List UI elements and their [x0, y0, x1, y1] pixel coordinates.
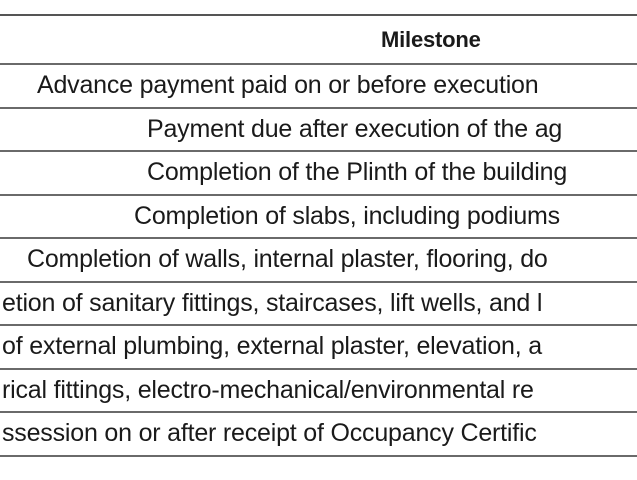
- milestone-table: [0, 14, 637, 457]
- milestone-cell: Advance payment paid on or before execution: [37, 71, 539, 100]
- milestone-cell: Completion of slabs, including podiums: [134, 201, 560, 230]
- table-row: [0, 370, 637, 414]
- milestone-cell: rical fittings, electro-mechanical/environmental re: [2, 375, 534, 404]
- table-row: [0, 283, 637, 327]
- table-row: [0, 196, 637, 240]
- table-row: [0, 152, 637, 196]
- table-row: [0, 109, 637, 153]
- milestone-cell: Payment due after execution of the ag: [147, 114, 563, 143]
- table-row: [0, 239, 637, 283]
- milestone-cell: Completion of the Plinth of the building: [147, 158, 568, 187]
- milestone-cell: Completion of walls, internal plaster, flooring, do: [27, 245, 548, 274]
- table-row: [0, 413, 637, 457]
- milestone-cell: etion of sanitary fittings, staircases, lift wells, and l: [2, 288, 543, 317]
- table-header-row: [0, 16, 637, 65]
- milestone-column-header: Milestone: [381, 26, 481, 52]
- table-row: [0, 326, 637, 370]
- milestone-cell: of external plumbing, external plaster, elevation, a: [2, 332, 542, 361]
- milestone-cell: ssession on or after receipt of Occupancy Certific: [2, 419, 537, 448]
- table-row: [0, 65, 637, 109]
